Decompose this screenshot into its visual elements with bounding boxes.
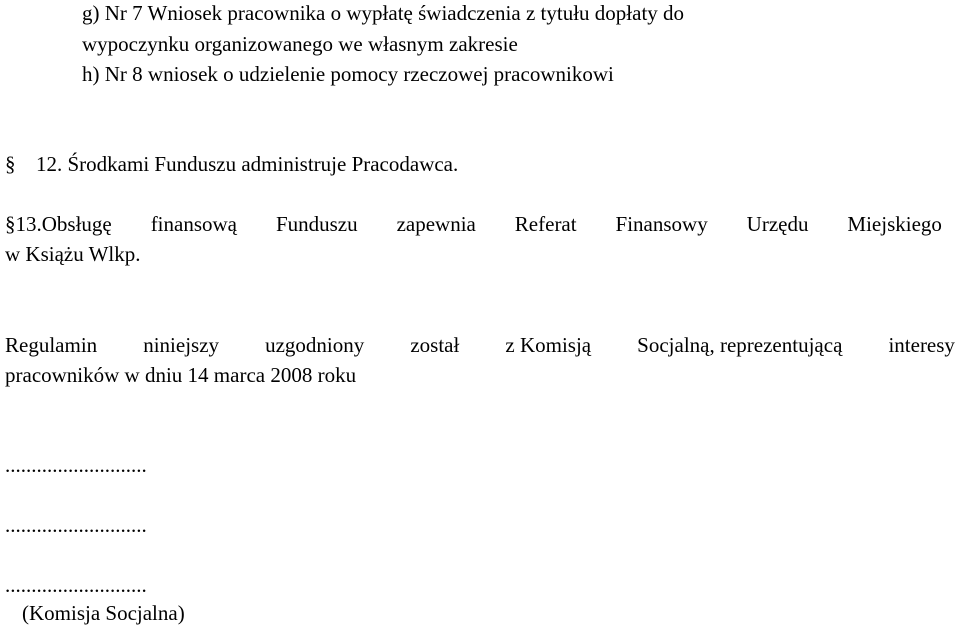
closing-word: z Komisją <box>505 333 592 357</box>
list-item-g-line2: wypoczynku organizowanego we własnym zakresie <box>82 32 518 56</box>
closing-line1 <box>5 335 955 356</box>
paragraph-13-word: Urzędu <box>746 212 809 236</box>
paragraph-13-word: Miejskiego <box>847 212 942 236</box>
paragraph-13-word: Referat <box>514 212 577 236</box>
closing-word: Socjalną, reprezentującą <box>637 333 843 357</box>
closing-word: uzgodniony <box>265 333 365 357</box>
closing-word: interesy <box>888 333 955 357</box>
closing-word: Regulamin <box>5 333 98 357</box>
signature-line: ........................... <box>5 573 147 597</box>
paragraph-12: 12. Środkami Funduszu administruje Pracodawca. <box>36 152 459 176</box>
closing-word: został <box>410 333 460 357</box>
paragraph-13-word: Finansowy <box>615 212 708 236</box>
paragraph-13-line1 <box>5 214 942 235</box>
paragraph-13-line2: w Książu Wlkp. <box>5 242 141 266</box>
paragraph-13-word: §13.Obsługę <box>5 212 112 236</box>
signature-label: (Komisja Socjalna) <box>22 601 185 625</box>
list-item-h: h) Nr 8 wniosek o udzielenie pomocy rzeczowej pracownikowi <box>82 62 614 86</box>
paragraph-13-word: Funduszu <box>275 212 358 236</box>
closing-line2: pracowników w dniu 14 marca 2008 roku <box>5 363 357 387</box>
paragraph-13-word: finansową <box>150 212 237 236</box>
list-item-g-line1: g) Nr 7 Wniosek pracownika o wypłatę świadczenia z tytułu dopłaty do <box>82 1 685 25</box>
section-sign-12: § <box>5 152 16 176</box>
paragraph-13-word: zapewnia <box>396 212 476 236</box>
signature-line: ........................... <box>5 453 147 477</box>
signature-line: ........................... <box>5 513 147 537</box>
closing-word: niniejszy <box>143 333 220 357</box>
